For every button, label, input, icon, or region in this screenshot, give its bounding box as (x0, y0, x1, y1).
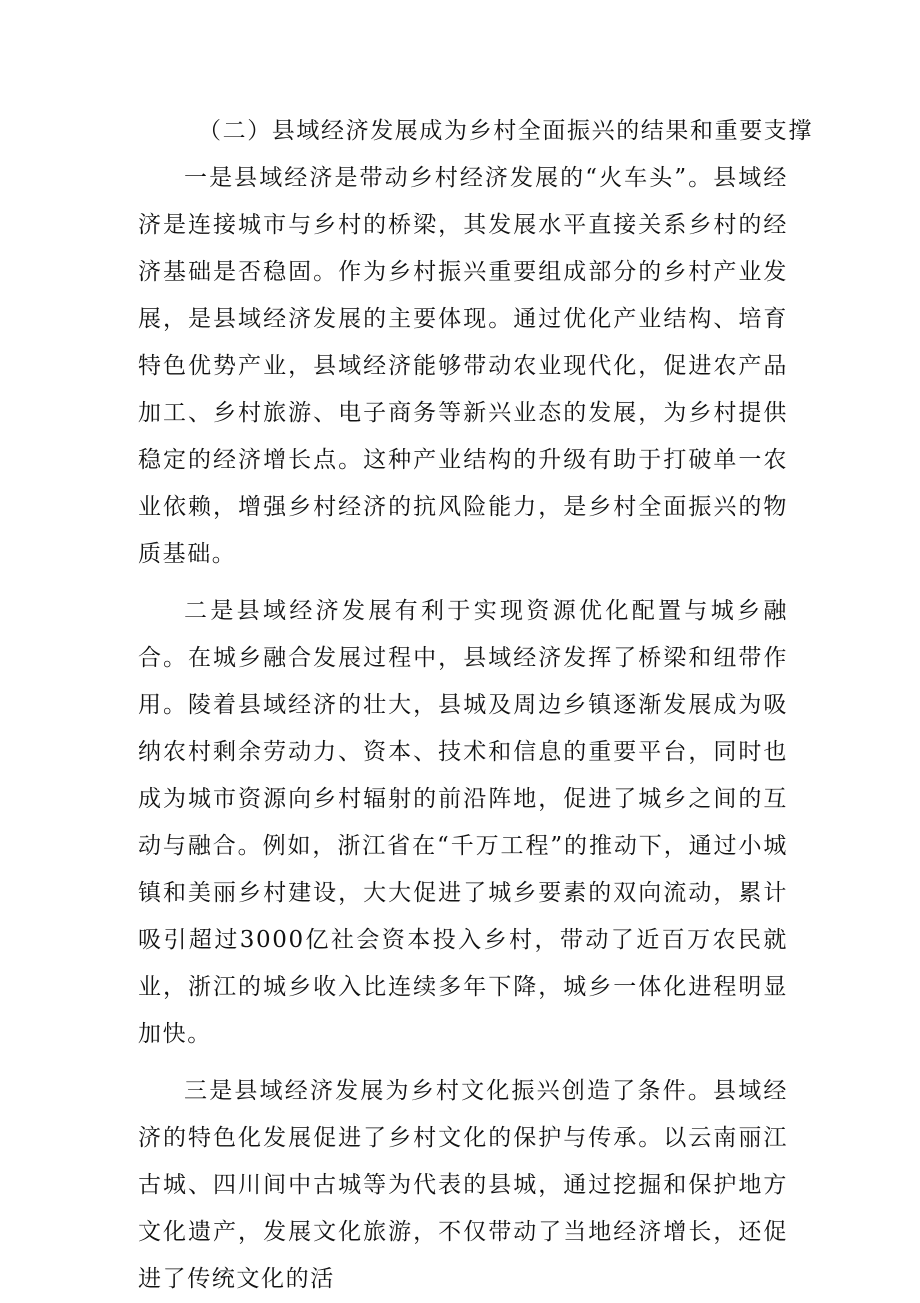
paragraph-3: 三是县域经济发展为乡村文化振兴创造了条件。县域经济的特色化发展促进了乡村文化的保护与传承。以云南丽江古城、四川间中古城等为代表的县城，通过挖掘和保护地方文化遗产，发展文化旅游，不仅带动了当地经济增长，还促进了传统文化的活 (138, 1078, 788, 1292)
paragraph-1: 一是县域经济是带动乡村经济发展的“火车头”。县域经济是连接城市与乡村的桥梁，其发展水平直接关系乡村的经济基础是否稳固。作为乡村振兴重要组成部分的乡村产业发展，是县域经济发展的主要体现。通过优化产业结构、培育特色优势产业，县域经济能够带动农业现代化，促进农产品加工、乡村旅游、电子商务等新兴业态的发展，为乡村提供稳定的经济增长点。这种产业结构的升级有助于打破单一农业依赖，增强乡村经济的抗风险能力，是乡村全面振兴的物质基础。 (138, 165, 788, 567)
paragraph-2: 二是县域经济发展有利于实现资源优化配置与城乡融合。在城乡融合发展过程中，县域经济发挥了桥梁和纽带作用。陵着县域经济的壮大，县城及周边乡镇逐渐发展成为吸纳农村剩余劳动力、资本、技术和信息的重要平台，同时也成为城市资源向乡村辐射的前沿阵地，促进了城乡之间的互动与融合。例如，浙江省在“千万工程”的推动下，通过小城镇和美丽乡村建设，大大促进了城乡要素的双向流动，累计吸引超过3000亿社会资本投入乡村，带动了近百万农民就业，浙江的城乡收入比连续多年下降，城乡一体化进程明显加快。 (138, 598, 788, 1047)
document-body (138, 108, 813, 1303)
section-heading: （二）县域经济发展成为乡村全面振兴的结果和重要支撑 (198, 118, 813, 144)
